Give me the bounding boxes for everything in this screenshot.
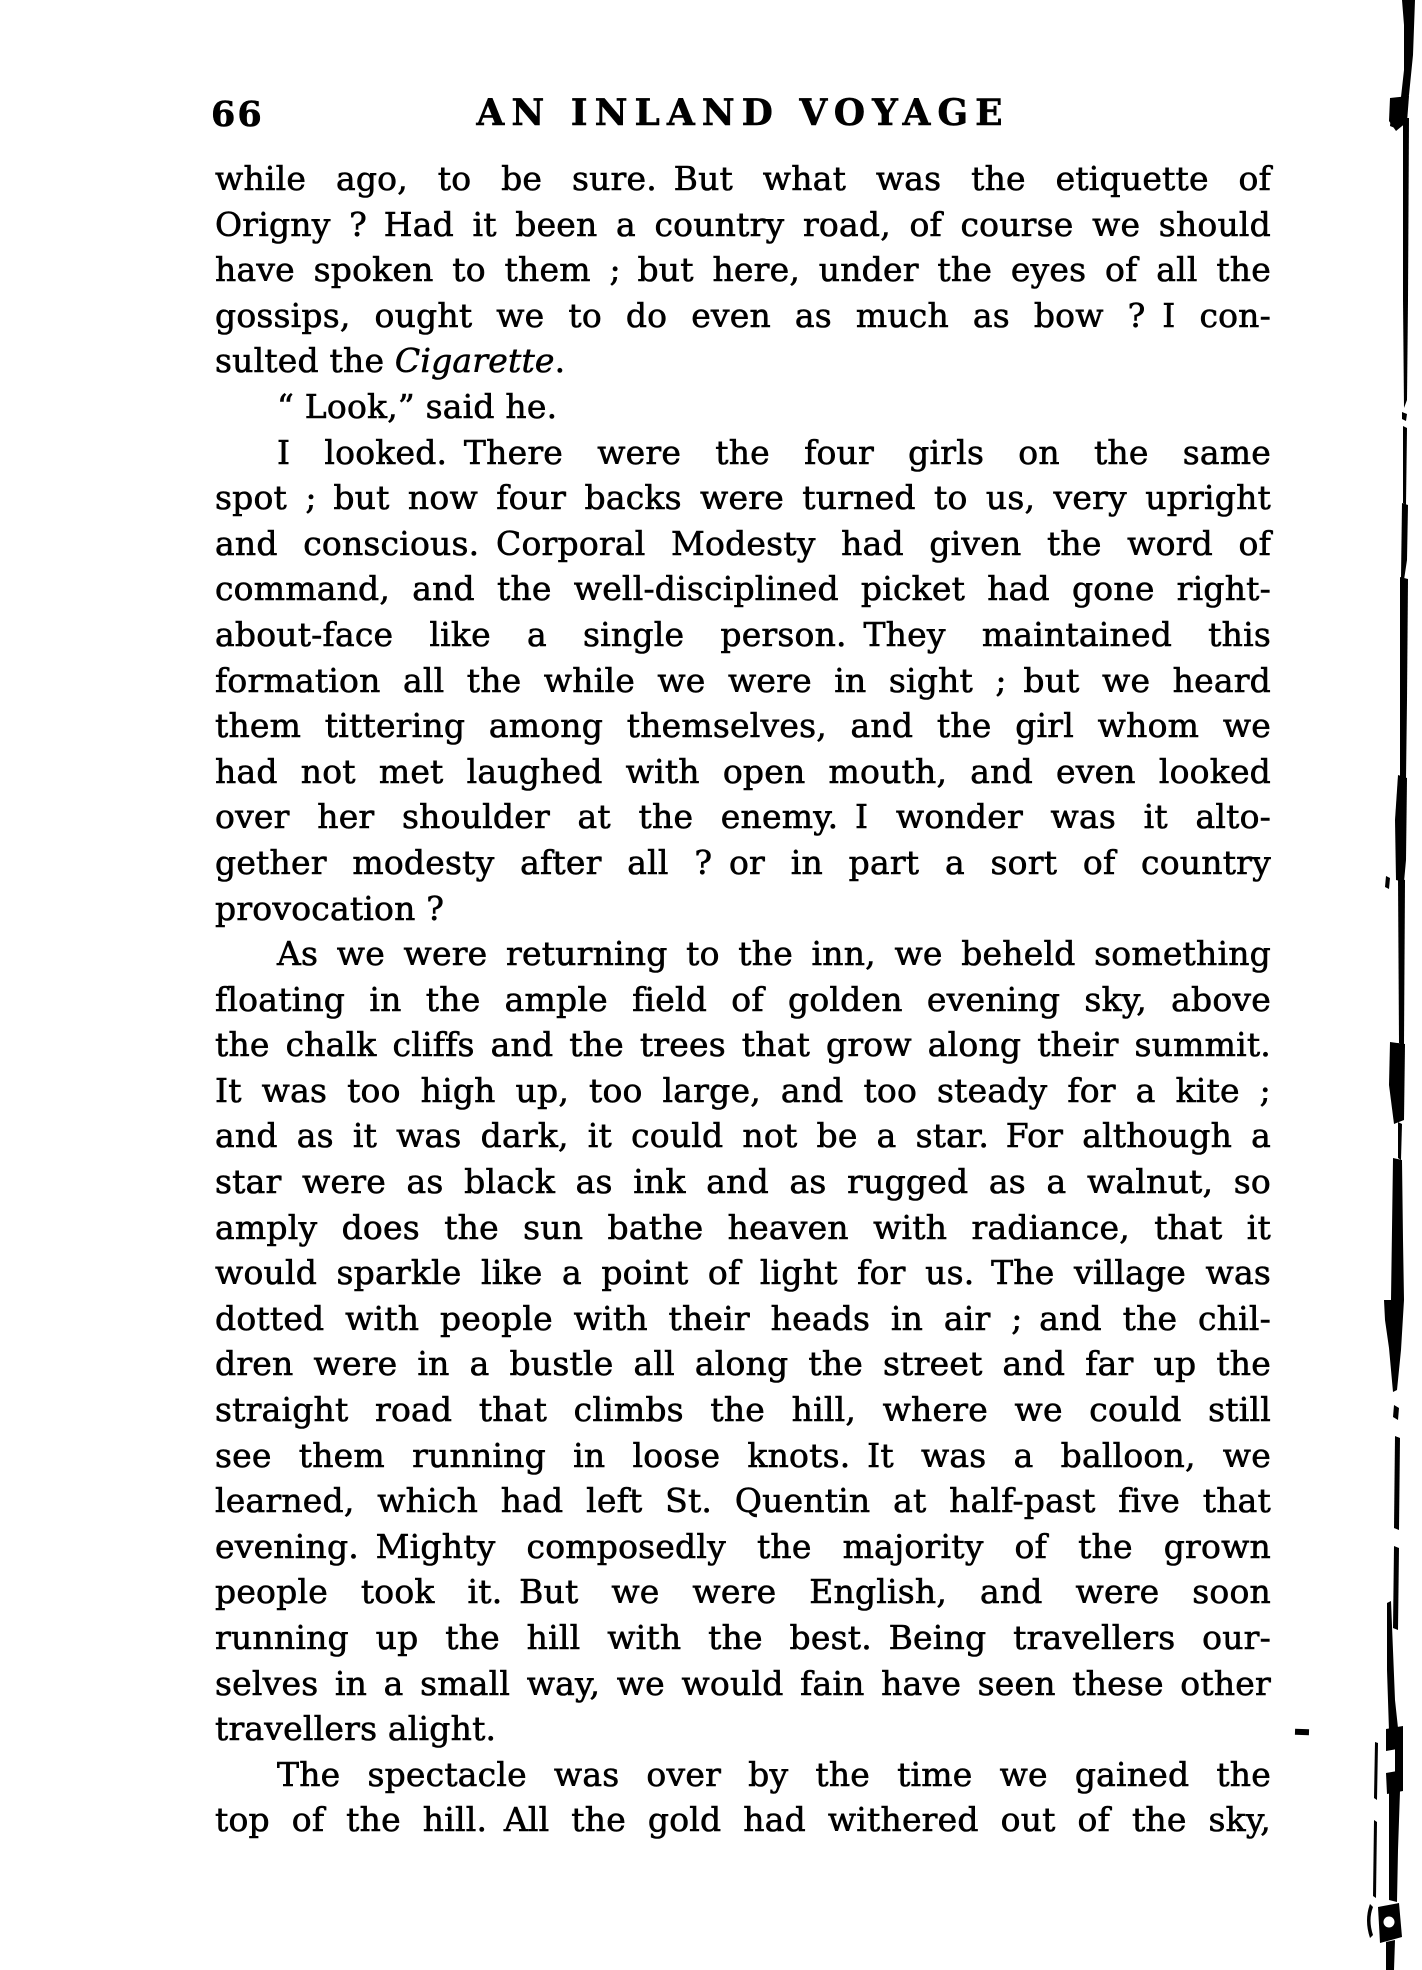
italic-text: Cigarette: [394, 341, 555, 381]
text-line: [215, 612, 1271, 658]
text-line: [215, 430, 1271, 476]
text-segment: running up the hill with the best. Being travellers our-: [215, 1618, 1271, 1657]
text-segment: have spoken to them ; but here, under the eyes of all the: [215, 250, 1271, 290]
text-line: [215, 247, 1271, 293]
text-segment: floating in the ample field of golden evening sky, above: [215, 979, 1271, 1019]
text-segment: travellers alight.: [215, 1709, 497, 1749]
text-segment: amply does the sun bathe heaven with radiance, that it: [215, 1207, 1271, 1247]
text-segment: selves in a small way, we would fain have seen these other: [215, 1663, 1271, 1703]
text-line: [215, 1296, 1271, 1342]
text-segment: Origny ? Had it been a country road, of course we should: [215, 204, 1271, 244]
text-segment: and as it was dark, it could not be a star. For although a: [215, 1116, 1271, 1156]
text-segment: would sparkle like a point of light for us. The village was: [215, 1253, 1271, 1293]
text-segment: dren were in a bustle all along the street and far up the: [215, 1344, 1271, 1384]
text-line: [215, 977, 1271, 1023]
text-line: [215, 1341, 1271, 1387]
text-line: [215, 886, 1271, 932]
text-segment: the chalk cliffs and the trees that grow along their summit.: [215, 1025, 1271, 1065]
text-segment: I looked. There were the four girls on the same: [277, 432, 1271, 472]
text-line: [215, 566, 1271, 612]
text-segment: formation all the while we were in sight ; but we heard: [215, 660, 1271, 700]
text-line: [215, 840, 1271, 886]
text-segment: gether modesty after all ? or in part a sort of country: [215, 842, 1271, 882]
text-line: [215, 475, 1271, 521]
text-segment: evening. Mighty composedly the majority of the grown: [215, 1526, 1271, 1566]
text-segment: command, and the well-disciplined picket had gone right-: [215, 569, 1271, 609]
text-segment: sulted the: [215, 341, 395, 381]
text-line: [215, 521, 1271, 567]
text-line: [215, 338, 1271, 384]
text-line: [215, 1478, 1271, 1524]
text-segment: As we were returning to the inn, we beheld something: [277, 934, 1271, 974]
text-segment: dotted with people with their heads in air ; and the chil-: [215, 1298, 1271, 1338]
text-segment: star were as black as ink and as rugged as a walnut, so: [215, 1162, 1271, 1202]
text-segment: people took it. But we were English, and were soon: [215, 1572, 1271, 1612]
text-line: [215, 1159, 1271, 1205]
text-line: [215, 1524, 1271, 1570]
text-segment: and conscious. Corporal Modesty had given the word of: [215, 523, 1271, 563]
text-segment: top of the hill. All the gold had withered out of the sky,: [215, 1800, 1271, 1840]
page-number: 66: [211, 94, 264, 135]
text-line: [215, 202, 1271, 248]
text-segment: had not met laughed with open mouth, and even looked: [215, 751, 1271, 791]
text-segment: The spectacle was over by the time we gained the: [277, 1754, 1271, 1794]
text-line: [215, 931, 1271, 977]
text-segment: see them running in loose knots. It was a balloon, we: [215, 1435, 1271, 1475]
text-line: [215, 703, 1271, 749]
text-line: [215, 794, 1271, 840]
text-segment: over her shoulder at the enemy. I wonder was it alto-: [215, 797, 1271, 837]
text-segment: about-face like a single person. They maintained this: [215, 614, 1271, 654]
text-line: [215, 1387, 1271, 1433]
text-line: [215, 1205, 1271, 1251]
text-line: [215, 1113, 1271, 1159]
text-line: [215, 1022, 1271, 1068]
body-text: [215, 156, 1271, 1843]
text-line: [215, 156, 1271, 202]
page-header: [211, 92, 1271, 140]
text-line: [215, 1615, 1271, 1661]
running-title: AN INLAND VOYAGE: [476, 92, 1010, 134]
text-segment: learned, which had left St. Quentin at half-past five that: [215, 1481, 1271, 1521]
text-line: [215, 293, 1271, 339]
text-segment: It was too high up, too large, and too steady for a kite ;: [215, 1070, 1271, 1110]
ink-speck-artifact: [1295, 1729, 1309, 1735]
text-segment: them tittering among themselves, and the girl whom we: [215, 706, 1271, 746]
text-line: [215, 1569, 1271, 1615]
text-line: [215, 1433, 1271, 1479]
text-segment: “ Look,” said he.: [277, 386, 558, 426]
text-line: [215, 1752, 1271, 1798]
text-line: [215, 658, 1271, 704]
text-line: [215, 749, 1271, 795]
text-line: [215, 1797, 1271, 1843]
text-segment: straight road that climbs the hill, where we could still: [215, 1390, 1271, 1430]
text-line: [215, 1661, 1271, 1707]
text-line: [215, 384, 1271, 430]
text-segment: gossips, ought we to do even as much as bow ? I con-: [215, 295, 1271, 335]
text-segment: provocation ?: [215, 888, 445, 928]
binding-ink-streak: [1362, 0, 1422, 1970]
text-line: [215, 1706, 1271, 1752]
text-segment: .: [554, 341, 566, 381]
text-line: [215, 1250, 1271, 1296]
text-segment: spot ; but now four backs were turned to us, very upright: [215, 478, 1271, 518]
text-line: [215, 1068, 1271, 1114]
text-segment: while ago, to be sure. But what was the etiquette of: [215, 159, 1271, 198]
